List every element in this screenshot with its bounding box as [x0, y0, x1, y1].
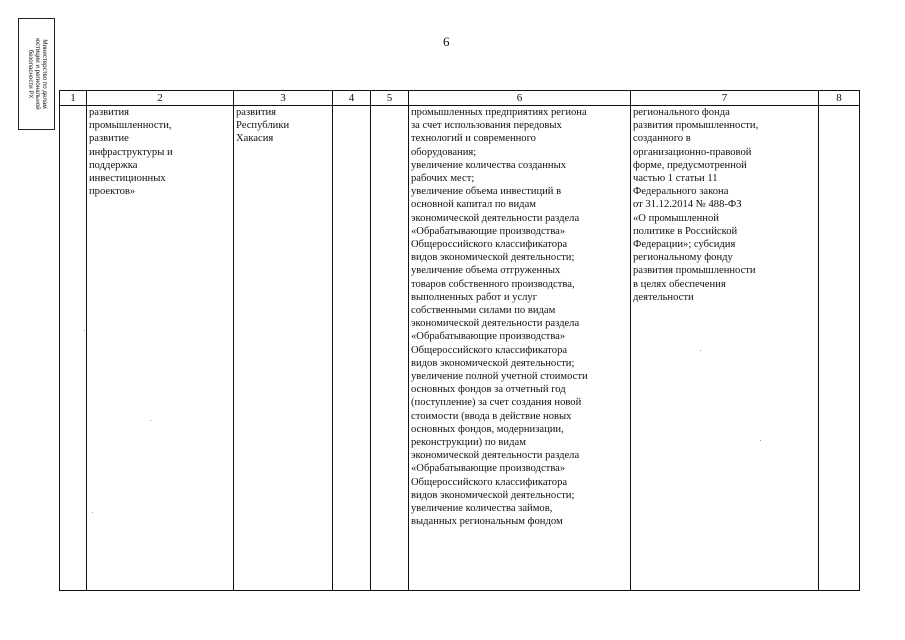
cell-col-7	[631, 106, 819, 591]
registration-stamp	[18, 18, 55, 130]
scan-speck	[760, 440, 761, 441]
cell-text: развития промышленности, развитие инфраструктуры и поддержка инвестиционных проектов»	[89, 107, 173, 198]
cell-col-8	[819, 106, 860, 591]
stamp-text: Министерство по делам юстиции и региональной безопасности РХ	[25, 38, 48, 110]
header-col-2: 2	[87, 91, 234, 106]
header-col-4: 4	[333, 91, 371, 106]
cell-text: развития Республики Хакасия	[236, 107, 290, 145]
header-col-6: 6	[409, 91, 631, 106]
cell-text: промышленных предприятиях региона за счет использования передовых технологий и современного оборудования; увеличение количества созданных рабочих мест; увеличение объема инвестиций в основной капитал по видам экономической деятельности раздела «Обрабатывающие производства» Общероссийского классификатора видов экономической деятельности; увеличение объема отгруженных товаров собственного производства, выполненных работ и услуг собственными силами по видам экономической деятельности раздела «Обрабатывающие производства» Общероссийского классификатора видов экономической деятельности; увеличение полной учетной стоимости основных фондов за отчетный год (поступление) за счет создания новой стоимости (ввода в действие новых основных фондов, модернизации, реконструкции) по видам экономической деятельности раздела «Обрабатывающие производства» Общероссийского классификатора видов экономической деятельности; увеличение количества займов, выданных региональным фондом	[411, 107, 588, 528]
cell-col-2	[87, 106, 234, 591]
header-col-3: 3	[234, 91, 333, 106]
cell-col-5	[371, 106, 409, 591]
table-row	[60, 106, 860, 591]
header-col-1: 1	[60, 91, 87, 106]
scan-speck	[84, 330, 85, 331]
header-col-7: 7	[631, 91, 819, 106]
header-col-5: 5	[371, 91, 409, 106]
cell-col-1	[60, 106, 87, 591]
table-header-row	[60, 91, 860, 106]
scan-speck	[700, 350, 701, 351]
header-col-8: 8	[819, 91, 860, 106]
scan-speck	[150, 420, 151, 421]
cell-col-3	[234, 106, 333, 591]
cell-col-6	[409, 106, 631, 591]
cell-text: регионального фонда развития промышленности, созданного в организационно-правовой форме, предусмотренной частью 1 статьи 11 Федерального закона от 31.12.2014 № 488-ФЗ «О промышленной политике в Российской Федерации»; субсидия региональному фонду развития промышленности в целях обеспечения деятельности	[633, 107, 759, 303]
page-number: 6	[443, 34, 450, 49]
program-table	[59, 90, 860, 591]
scan-speck	[92, 512, 93, 513]
cell-col-4	[333, 106, 371, 591]
